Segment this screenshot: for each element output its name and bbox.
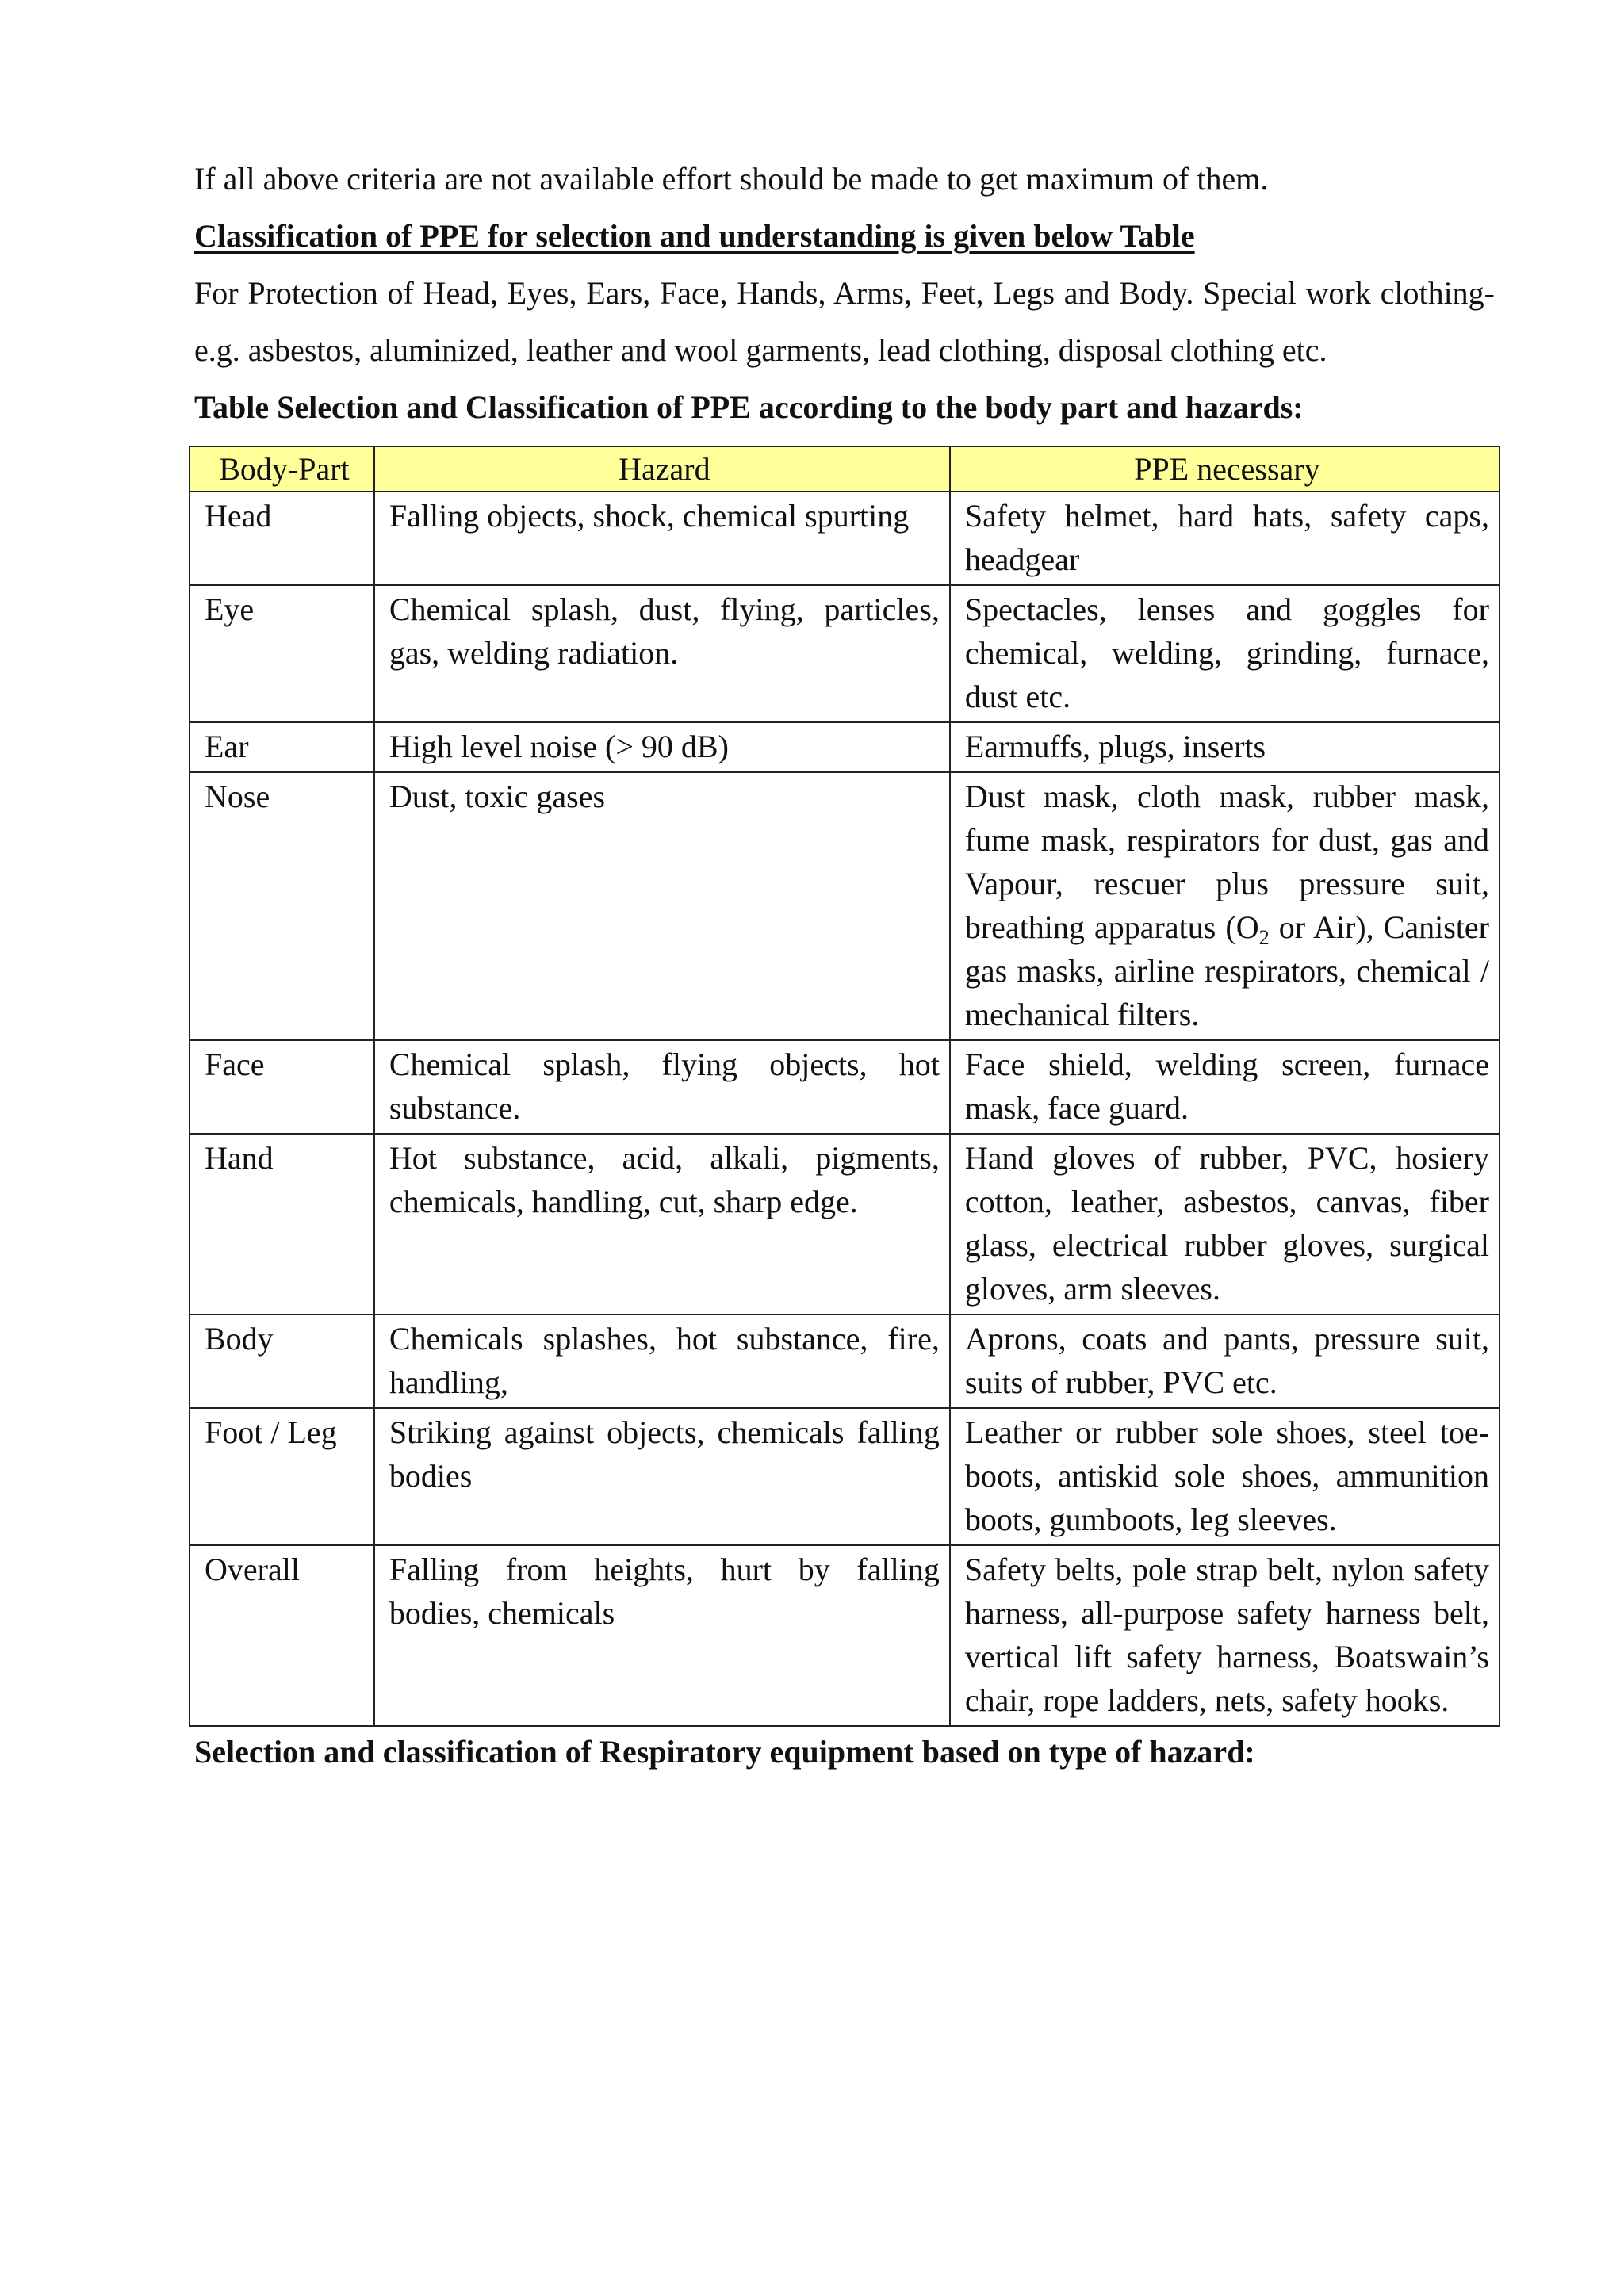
- oxygen-subscript: 2: [1258, 926, 1270, 949]
- body-part-cell: Hand: [190, 1134, 374, 1314]
- hazard-cell: Hot substance, acid, alkali, pigments, chemicals, handling, cut, sharp edge.: [374, 1134, 950, 1314]
- hazard-cell: Striking against objects, chemicals falling bodies: [374, 1408, 950, 1545]
- header-ppe-necessary: PPE necessary: [950, 446, 1500, 492]
- hazard-cell: Chemical splash, flying objects, hot substance.: [374, 1040, 950, 1134]
- table-row: [190, 1408, 1500, 1545]
- table-row: [190, 1314, 1500, 1408]
- body-part-cell: Face: [190, 1040, 374, 1134]
- ppe-cell: Face shield, welding screen, furnace mask, face guard.: [950, 1040, 1500, 1134]
- classification-heading: Classification of PPE for selection and understanding is given below Table: [194, 218, 1195, 254]
- body-part-cell: Overall: [190, 1545, 374, 1726]
- document-page: [194, 151, 1495, 1774]
- table-row: [190, 1134, 1500, 1314]
- ppe-cell: Safety helmet, hard hats, safety caps, headgear: [950, 492, 1500, 585]
- hazard-cell: Chemical splash, dust, flying, particles, gas, welding radiation.: [374, 585, 950, 722]
- ppe-text-before-subscript: Dust mask, cloth mask, rubber mask, fume mask, respirators for dust, gas and Vapour, rescuer plus pressure suit, breathing apparatus (O: [964, 779, 1489, 945]
- table-title: Table Selection and Classification of PPE according to the body part and hazards:: [194, 389, 1304, 425]
- hazard-cell: Chemicals splashes, hot substance, fire, handling,: [374, 1314, 950, 1408]
- ppe-cell: [950, 772, 1500, 1040]
- hazard-cell: Dust, toxic gases: [374, 772, 950, 1040]
- body-part-cell: Foot / Leg: [190, 1408, 374, 1545]
- ppe-cell: Spectacles, lenses and goggles for chemical, welding, grinding, furnace, dust etc.: [950, 585, 1500, 722]
- table-row: [190, 722, 1500, 772]
- table-header-row: [190, 446, 1500, 492]
- protection-paragraph: For Protection of Head, Eyes, Ears, Face, Hands, Arms, Feet, Legs and Body. Special work clothing- e.g. asbestos, aluminized, leather and wool garments, lead clothing, disposal clothing etc.: [194, 275, 1495, 368]
- ppe-cell: Aprons, coats and pants, pressure suit, suits of rubber, PVC etc.: [950, 1314, 1500, 1408]
- table-row: [190, 772, 1500, 1040]
- table-row: [190, 585, 1500, 722]
- intro-line: If all above criteria are not available effort should be made to get maximum of them.: [194, 161, 1269, 197]
- header-body-part: Body-Part: [190, 446, 374, 492]
- ppe-text-after-subscript: or Air), Canister gas masks, airline respirators, chemical / mechanical filters.: [964, 909, 1489, 1032]
- ppe-cell: Leather or rubber sole shoes, steel toe-boots, antiskid sole shoes, ammunition boots, gumboots, leg sleeves.: [950, 1408, 1500, 1545]
- body-part-cell: Nose: [190, 772, 374, 1040]
- hazard-cell: Falling from heights, hurt by falling bodies, chemicals: [374, 1545, 950, 1726]
- respiratory-heading: Selection and classification of Respiratory equipment based on type of hazard:: [194, 1734, 1255, 1770]
- body-part-cell: Ear: [190, 722, 374, 772]
- body-part-cell: Body: [190, 1314, 374, 1408]
- table-row: [190, 1040, 1500, 1134]
- ppe-cell: Earmuffs, plugs, inserts: [950, 722, 1500, 772]
- body-part-cell: Eye: [190, 585, 374, 722]
- table-row: [190, 1545, 1500, 1726]
- ppe-table: [189, 446, 1500, 1727]
- hazard-cell: Falling objects, shock, chemical spurting: [374, 492, 950, 585]
- table-row: [190, 492, 1500, 585]
- body-part-cell: Head: [190, 492, 374, 585]
- ppe-cell: Safety belts, pole strap belt, nylon safety harness, all-purpose safety harness belt, vertical lift safety harness, Boatswain’s chair, rope ladders, nets, safety hooks.: [950, 1545, 1500, 1726]
- hazard-cell: High level noise (> 90 dB): [374, 722, 950, 772]
- ppe-cell: Hand gloves of rubber, PVC, hosiery cotton, leather, asbestos, canvas, fiber glass, electrical rubber gloves, surgical gloves, arm sleeves.: [950, 1134, 1500, 1314]
- header-hazard: Hazard: [374, 446, 950, 492]
